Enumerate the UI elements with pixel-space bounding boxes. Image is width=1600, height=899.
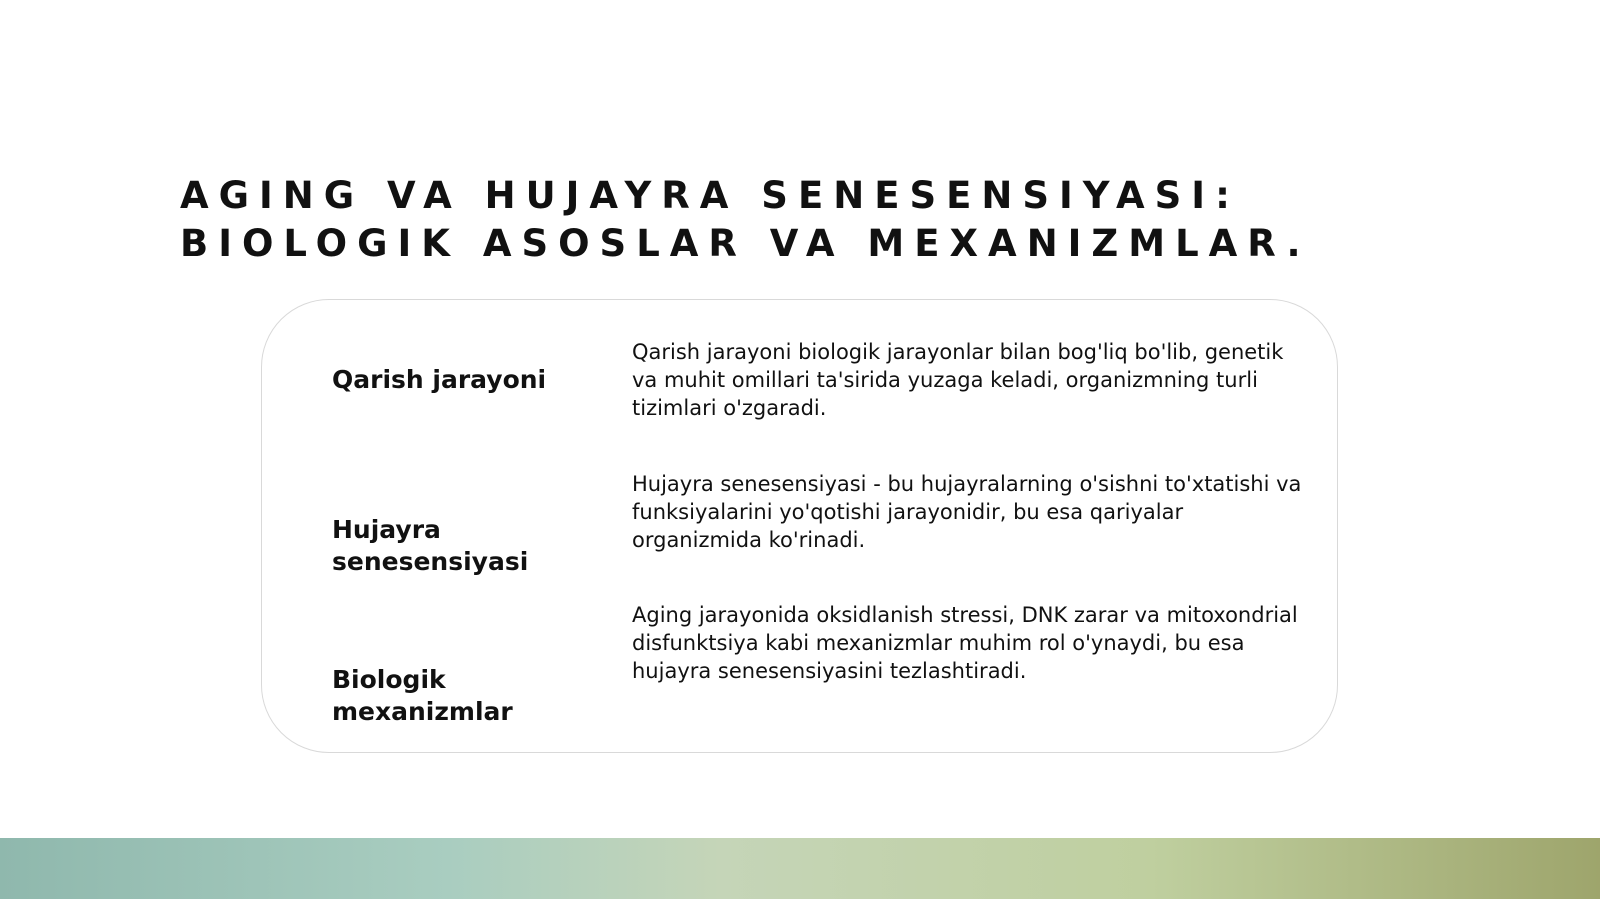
- row-description: Qarish jarayoni biologik jarayonlar bilan bog'liq bo'lib, genetik va muhit omillari ta'sirida yuzaga keladi, organizmning turli tizimlari o'zgaradi.: [632, 340, 1284, 420]
- slide-title-line-2: BIOLOGIK ASOSLAR VA MEXANIZMLAR.: [180, 222, 1311, 265]
- slide-title-line-1: AGING VA HUJAYRA SENESENSIYASI:: [180, 174, 1240, 217]
- row-term: Hujayra senesensiyasi: [332, 515, 529, 576]
- decorative-gradient-band: [0, 838, 1600, 899]
- row-description: Hujayra senesensiyasi - bu hujayralarning o'sishni to'xtatishi va funksiyalarini yo'qotishi jarayonidir, bu esa qariyalar organizmida ko'rinadi.: [632, 472, 1302, 552]
- row-description: Aging jarayonida oksidlanish stressi, DNK zarar va mitoxondrial disfunktsiya kabi mexanizmlar muhim rol o'ynaydi, bu esa hujayra senesensiyasini tezlashtiradi.: [632, 603, 1298, 683]
- row-term: Qarish jarayoni: [332, 365, 547, 394]
- slide-title: [180, 172, 1560, 268]
- content-card: [261, 299, 1338, 753]
- row-term: Biologik mexanizmlar: [332, 665, 513, 726]
